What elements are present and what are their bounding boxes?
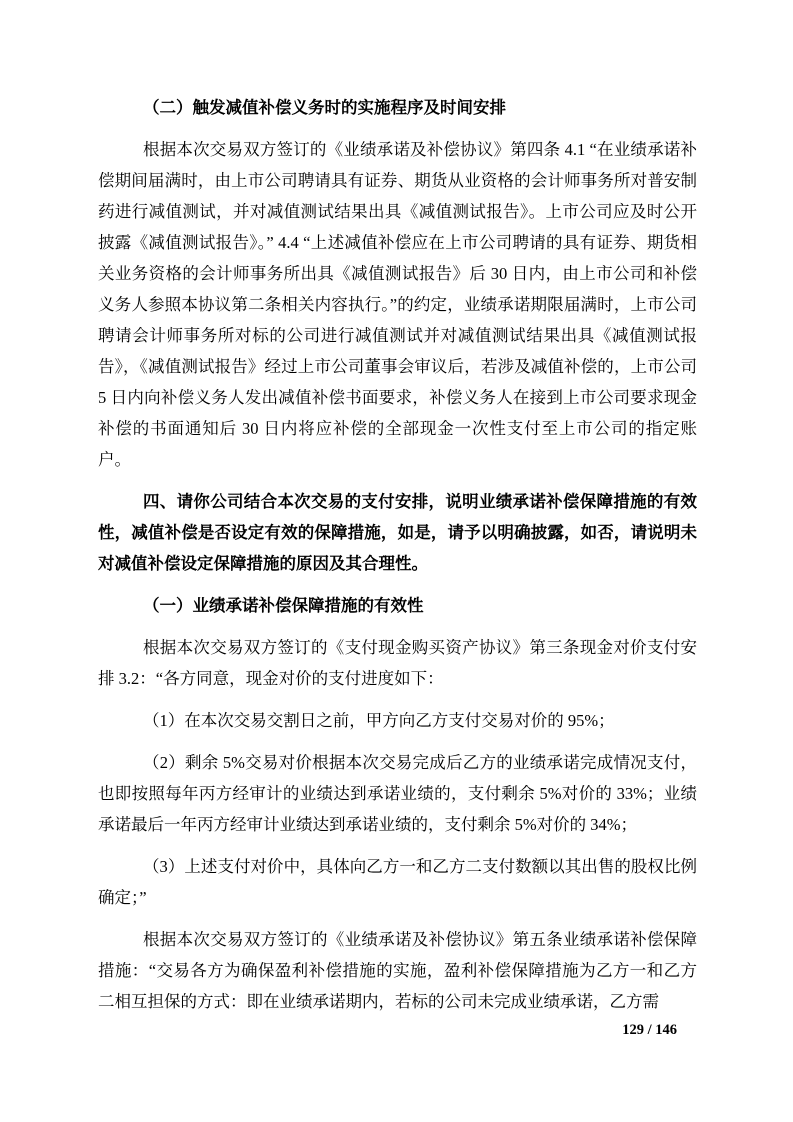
body-paragraph-item-3: （3）上述支付对价中，具体向乙方一和乙方二支付数额以其出售的股权比例确定；” — [98, 857, 697, 907]
body-paragraph-impairment-agreement: 根据本次交易双方签订的《业绩承诺及补偿协议》第四条 4.1 “在业绩承诺补偿期间届满时，由上市公司聘请具有证券、期货从业资格的会计师事务所对普安制药进行减值测试，并对减值测试结果出具《减值测试报告》。上市公司应及时公开披露《减值测试报告》。” 4.4 “上述减值补偿应在上市公司聘请的具有证券、期货相关业务资格的会计师事务所出具《减值测试报告》后 30 日内，由上市公司和补偿义务人参照本协议第二条相关内容执行。”的约定，业绩承诺期限届满时，上市公司聘请会计师事务所对标的公司进行减值测试并对减值测试结果出具《减值测试报告》，《减值测试报告》经过上市公司董事会审议后，若涉及减值补偿的，上市公司 5 日内向补偿义务人发出减值补偿书面要求，补偿义务人在接到上市公司要求现金补偿的书面通知后 30 日内将应补偿的全部现金一次性支付至上市公司的指定账户。 — [98, 140, 697, 469]
document-content — [98, 92, 697, 1028]
page-number: 129 / 146 — [622, 1022, 677, 1038]
body-paragraph-item-2: （2）剩余 5%交易对价根据本次交易完成后乙方的业绩承诺完成情况支付，也即按照每年丙方经审计的业绩达到承诺业绩的，支付剩余 5%对价的 33%；业绩承诺最后一年丙方经审计业绩达到承诺业绩的，支付剩余 5%对价的 34%； — [98, 753, 697, 834]
section-heading-impairment-procedure: （二）触发减值补偿义务时的实施程序及时间安排 — [143, 98, 506, 117]
body-paragraph-cash-payment-arrangement: 根据本次交易双方签订的《支付现金购买资产协议》第三条现金对价支付安排 3.2：“各方同意，现金对价的支付进度如下： — [98, 638, 697, 688]
question-heading-4: 四、请你公司结合本次交易的支付安排，说明业绩承诺补偿保障措施的有效性，减值补偿是否设定有效的保障措施，如是，请予以明确披露，如否，请说明未对减值补偿设定保障措施的原因及其合理性。 — [98, 492, 697, 573]
body-paragraph-item-1: （1）在本次交易交割日之前，甲方向乙方支付交易对价的 95%； — [143, 711, 615, 730]
section-heading-guarantee-effectiveness: （一）业绩承诺补偿保障措施的有效性 — [143, 596, 424, 615]
body-paragraph-guarantee-measures: 根据本次交易双方签订的《业绩承诺及补偿协议》第五条业绩承诺补偿保障措施：“交易各方为确保盈利补偿措施的实施，盈利补偿保障措施为乙方一和乙方二相互担保的方式：即在业绩承诺期内，若标的公司未完成业绩承诺，乙方需 — [98, 930, 697, 1011]
